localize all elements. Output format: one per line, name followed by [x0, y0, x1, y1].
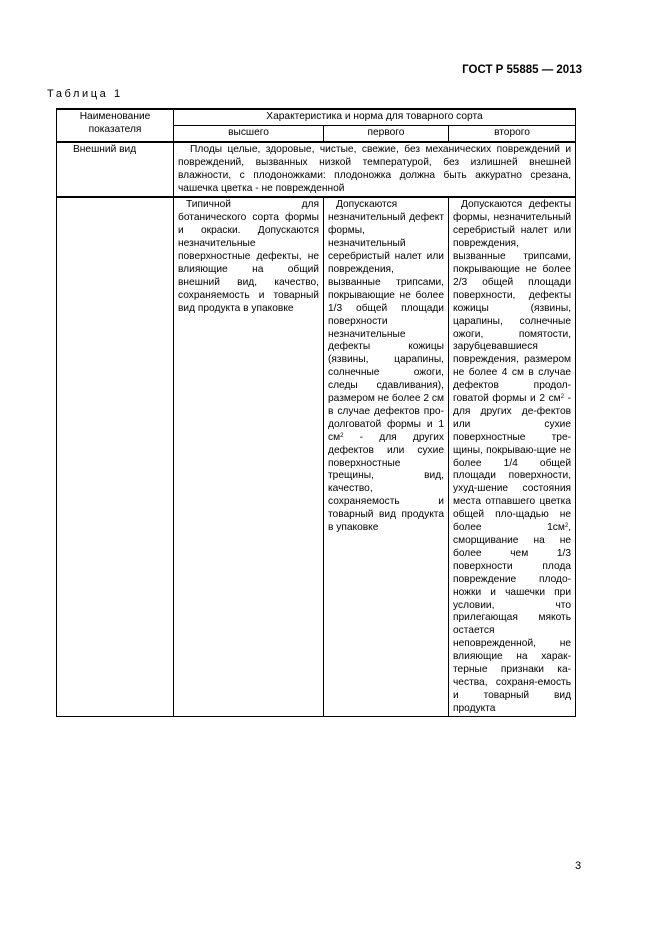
column-header-indicator-name: Наименование показателя: [57, 109, 174, 142]
column-group-header: Характеристика и норма для товарного сорта: [174, 109, 576, 125]
table-caption: Таблица 1: [47, 88, 123, 100]
first-grade-text-part-a: Допускаются незначительный дефект формы, незначительный серебристый налет или повреждения, вызванные трипсами, покрывающие не более 1/3 общей площади поверхности незначительные дефекты кожицы (язвины, царапины, солнечные ожоги, следы сдавливания), размером не более 2 см в случае дефектов про-долговатой формы и 1 см: [328, 199, 444, 443]
appearance-second-grade: [449, 197, 576, 716]
page-number: 3: [575, 860, 582, 872]
second-grade-text-part-c: , сморщивание на не более чем 1/3 поверхности плода повреждение плодо-ножки и чашечки при условии, что прилегающая мякоть остается неповрежденной, не влияющие на харак-терные признаки ка-чества, сохраня-емость и товарный вид продукта: [453, 522, 572, 714]
appearance-highest-grade: Типичной для ботанического сорта формы и окраски. Допускаются незначительные поверхностные дефекты, не влияющие на общий внешний вид, качество, сохраняемость и товарный вид продукта в упаковке: [174, 197, 324, 716]
second-grade-text-part-a: Допускаются дефекты формы, незначительный серебристый налет или повреждения, вызванные трипсами, покрывающие не более 2/3 общей площади поверхности, дефекты кожицы (язвины, царапины, солнечные ожоги, помятости, зарубцевавшиеся повреждения, размером не более 4 см в случае дефектов продол-говатой формы и 2 см: [453, 199, 572, 405]
document-code: ГОСТ Р 55885 — 2013: [462, 64, 582, 76]
row-label-empty: [57, 197, 174, 716]
specification-table: [56, 108, 576, 717]
second-grade-superscript-1: 2: [560, 394, 565, 401]
grade-header-highest: высшего: [174, 125, 324, 141]
first-grade-text-part-b: - для других дефектов или сухие поверхностные трещины, вид, качество, сохраняемость и товарный вид продукта в упаковке: [328, 431, 444, 534]
appearance-common-requirements: Плоды целые, здоровые, чистые, свежие, без механических повреждений и повреждений, вызванных низкой температурой, без излишней внешней влажности, с плодоножками: плодоножка должна быть аккуратно срезана, чашечка цветка - не поврежденной: [174, 142, 576, 198]
row-label-appearance: Внешний вид: [57, 142, 174, 198]
second-grade-superscript-2: 2: [564, 523, 569, 530]
grade-header-second: второго: [449, 125, 576, 141]
appearance-first-grade: [324, 197, 449, 716]
first-grade-superscript: 2: [340, 432, 344, 439]
grade-header-first: первого: [324, 125, 449, 141]
second-grade-text-part-b: - для других де-фектов или сухие поверхностные тре-щины, покрываю-щие не более 1/4 общей площади поверхности, ухуд-шение состояния места отпавшего цветка общей пло-щадью не более 1см: [453, 393, 572, 534]
